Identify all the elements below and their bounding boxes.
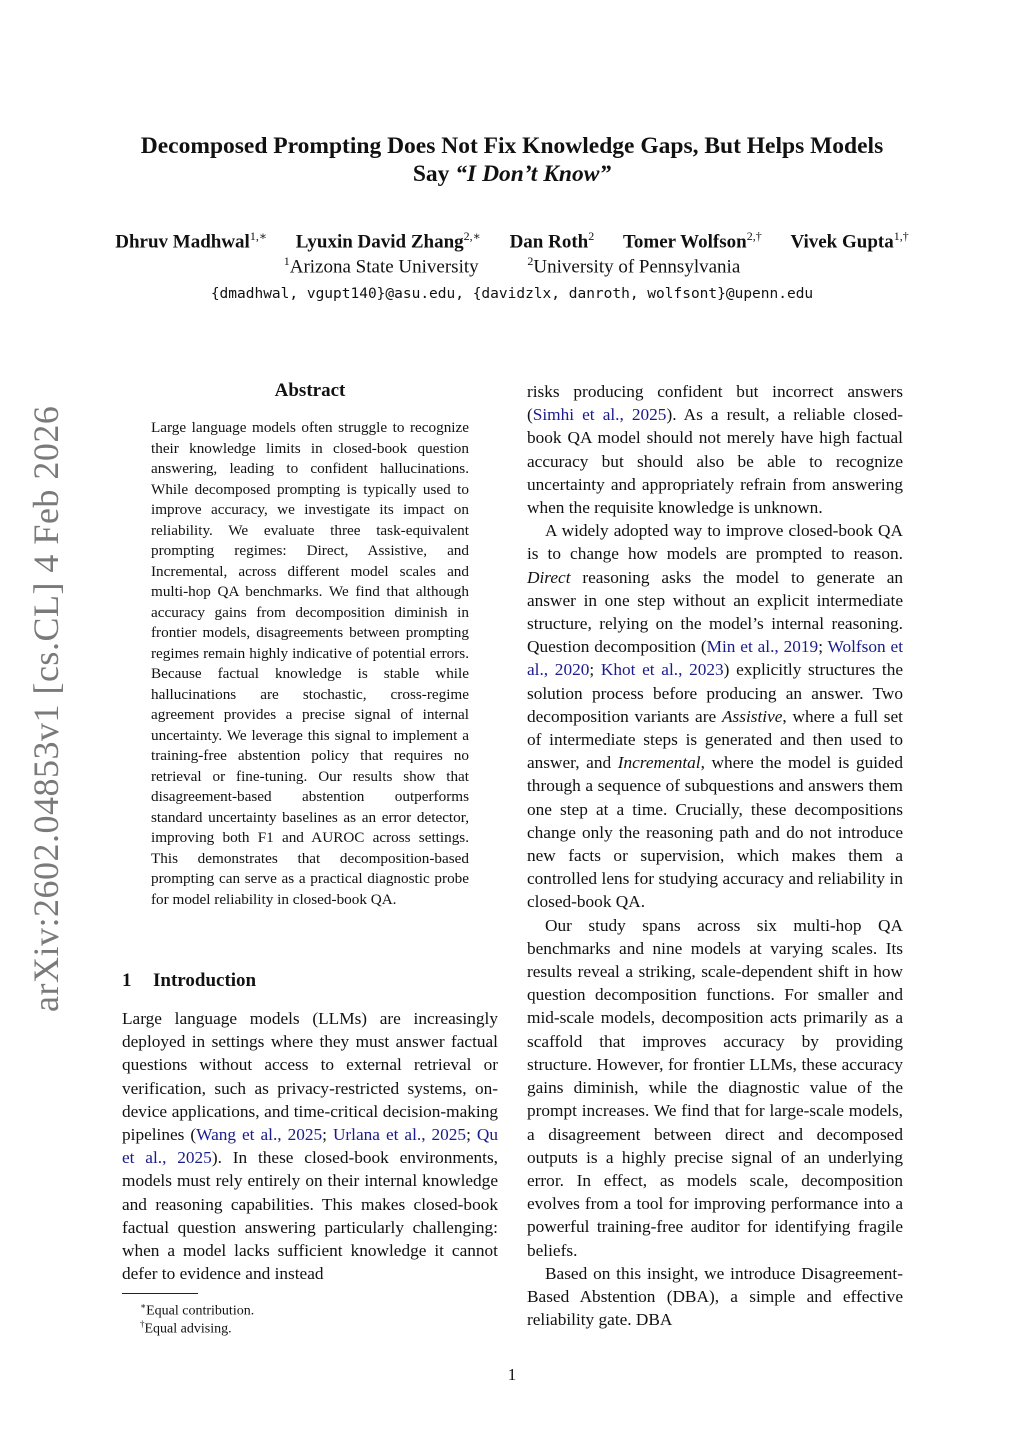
emphasis-text: Assistive — [721, 706, 783, 726]
citation-link[interactable]: Wolfson et al., 2020 — [527, 637, 904, 680]
right-column — [527, 380, 903, 1331]
affiliation — [527, 254, 740, 278]
title-line-2-prefix: Say — [412, 161, 456, 187]
arxiv-identifier: arXiv:2602.04853v1 [cs.CL] 4 Feb 2026 — [26, 405, 66, 1012]
body-text: risks producing confident but incorrect answers ( — [527, 382, 903, 425]
body-text: reasoning asks the model to generate an answer in one step without an explicit intermediate structure, relying on the model’s internal reasoning. Question decomposition ( — [527, 567, 903, 657]
body-text: A widely adopted way to improve closed-book QA is to change how models are prompted to reason. — [527, 521, 903, 564]
paragraph-dba-intro: Based on this insight, we introduce Disagreement-Based Abstention (DBA), a simple and effective reliability gate. DBA — [527, 1263, 903, 1330]
citation-link[interactable]: Urlana et al., 2025 — [332, 1125, 467, 1145]
footnote-text: Equal contribution. — [146, 1303, 255, 1319]
emphasis-text: Incremental — [617, 753, 701, 773]
author-name: Tomer Wolfson — [622, 231, 747, 253]
introduction-paragraph-1 — [122, 1007, 498, 1285]
footnote-divider — [122, 1293, 198, 1294]
author — [623, 229, 762, 253]
author-marker: 2,∗ — [463, 229, 481, 243]
abstract-heading: Abstract — [274, 380, 346, 401]
footnote-marker: ∗ — [140, 1301, 147, 1311]
affiliation-marker: 1 — [283, 254, 290, 268]
citation-link[interactable]: Wang et al., 2025 — [196, 1125, 323, 1145]
author-marker: 2 — [588, 229, 595, 243]
author-marker: 1,† — [893, 229, 909, 243]
page-number: 1 — [507, 1365, 517, 1384]
section-title: Introduction — [153, 970, 257, 991]
citation-separator: ; — [466, 1125, 477, 1145]
affiliation-name: Arizona State University — [289, 256, 479, 278]
title-line-2 — [100, 160, 924, 188]
author-name: Dan Roth — [509, 231, 589, 253]
citation-separator: ; — [589, 660, 601, 680]
citation-link[interactable]: Qu et al., 2025 — [122, 1125, 498, 1168]
body-text: ) explicitly structures the solution process before producing an answer. Two decomposition variants are — [527, 660, 904, 726]
affiliation-marker: 2 — [527, 254, 534, 268]
footnote-marker: † — [140, 1319, 145, 1329]
emphasis-text: Direct — [527, 567, 571, 587]
paragraph-continuation — [527, 380, 903, 519]
citation-separator: ; — [322, 1125, 333, 1145]
citation-link[interactable]: Simhi et al., 2025 — [532, 405, 667, 425]
paper-title — [100, 132, 924, 188]
author — [296, 229, 481, 253]
author — [115, 229, 267, 253]
author-name: Dhruv Madhwal — [115, 231, 250, 253]
body-text: , where a full set of intermediate steps is generated and then used to answer, and — [527, 706, 903, 773]
author-marker: 2,† — [746, 229, 762, 243]
paragraph-prompting-regimes — [527, 519, 903, 913]
author-list — [60, 229, 964, 253]
affiliation-list — [60, 254, 964, 278]
paragraph-study-scope: Our study spans across six multi-hop QA benchmarks and nine models at varying scales. Its results reveal a striking, scale-dependent shift in how question decomposition functions. For smaller and mid-scale models, decomposition acts primarily as a scaffold that improves accuracy by providing structure. However, for frontier LLMs, these accuracy gains diminish, while the diagnostic value of the prompt increases. We find that for large-scale models, a disagreement between direct and decomposed outputs is a highly precise signal of an underlying error. In effect, as models scale, decomposition evolves from a tool for improving performance into a powerful training-free auditor for identifying fragile beliefs. — [527, 915, 903, 1260]
author-emails: {dmadhwal, vgupt140}@asu.edu, {davidzlx, danroth, wolfsont}@upenn.edu — [210, 286, 814, 302]
body-text: ). In these closed-book environments, models must rely entirely on their internal knowledge and reasoning capabilities. This makes closed-book factual question answering particularly challenging: when a model lacks sufficient knowledge it cannot defer to evidence and instead — [122, 1148, 498, 1284]
abstract-text: Large language models often struggle to recognize their knowledge limits in closed-book question answering, leading to confident hallucinations. While decomposed prompting is typically used to improve accuracy, we investigate its impact on reliability. We evaluate three task-equivalent prompting regimes: Direct, Assistive, and Incremental, across different model scales and multi-hop QA benchmarks. We find that although accuracy gains from decomposition diminish in frontier models, disagreements between prompting regimes remain highly indicative of potential errors. Because factual knowledge is stable while hallucinations are stochastic, cross-regime agreement provides a precise signal of internal uncertainty. We leverage this signal to implement a training-free abstention policy that requires no retrieval or fine-tuning. Our results show that disagreement-based abstention outperforms standard uncertainty baselines as an error detector, improving both F1 and AUROC across settings. This demonstrates that decomposition-based prompting can serve as a practical diagnostic probe for model reliability in closed-book QA. — [151, 419, 469, 908]
body-text: ). As a result, a reliable closed-book QA model should not merely have high factual accuracy but should also be able to recognize uncertainty and appropriately refrain from answering when the requisite knowledge is unknown. — [527, 405, 904, 518]
citation-separator: ; — [818, 637, 828, 657]
author-name: Lyuxin David Zhang — [295, 231, 464, 253]
affiliation-name: University of Pennsylvania — [533, 256, 741, 278]
citation-link[interactable]: Min et al., 2019 — [706, 637, 819, 657]
author-marker: 1,∗ — [249, 229, 267, 243]
body-text: Large language models (LLMs) are increasingly deployed in settings where they must answer factual questions without access to external retrieval or verification, such as privacy-restricted systems, on-device applications, and time-critical decision-making pipelines ( — [122, 1009, 498, 1145]
author-name: Vivek Gupta — [790, 231, 894, 253]
title-line-2-emphasis: “I Don’t Know” — [455, 161, 612, 187]
section-heading-introduction — [122, 970, 256, 992]
body-text: , where the model is guided through a sequence of subquestions and answers them one step at a time. Crucially, these decompositions change only the reasoning path and do not introduce new facts or supervision, which makes them a controlled lens for studying accuracy and reliability in closed-book QA. — [527, 753, 903, 912]
author — [510, 229, 595, 253]
author — [790, 229, 908, 253]
citation-link[interactable]: Khot et al., 2023 — [600, 660, 724, 680]
title-line-1: Decomposed Prompting Does Not Fix Knowledge Gaps, But Helps Models — [140, 133, 884, 159]
footnote — [140, 1315, 232, 1339]
footnote-text: Equal advising. — [144, 1321, 232, 1337]
affiliation — [284, 254, 479, 278]
section-number: 1 — [122, 970, 132, 991]
